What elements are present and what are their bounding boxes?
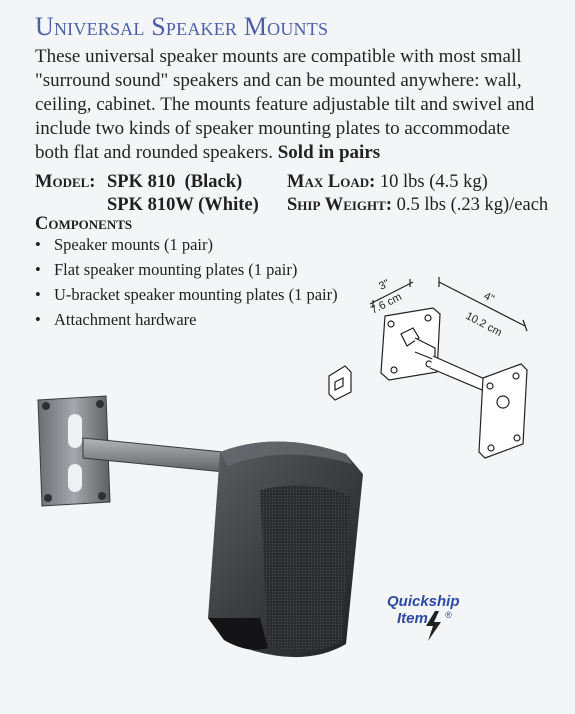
ship-weight-label: Ship Weight: (287, 195, 392, 215)
item-text: Item (397, 610, 428, 627)
list-item: • Flat speaker mounting plates (1 pair) (35, 260, 298, 279)
dim-width-in: 3" (377, 277, 392, 293)
components-list (35, 232, 338, 332)
list-item: • Attachment hardware (35, 310, 197, 329)
max-load-label: Max Load: (287, 172, 376, 192)
model-label: Model: (35, 172, 96, 192)
quickship-text: Quickship (387, 593, 460, 610)
page-title: Universal Speaker Mounts (35, 12, 329, 41)
lightning-bolt-icon (423, 611, 443, 641)
max-load-value: 10 lbs (4.5 kg) (379, 172, 488, 192)
dim-length-in: 4" (481, 290, 497, 306)
spec-row-white (35, 195, 548, 216)
spec-row-black (35, 172, 488, 193)
speaker-mount-photo (28, 392, 373, 692)
components-heading: Components (35, 214, 133, 234)
model-black: SPK 810 (Black) (107, 172, 243, 192)
registered-mark: ® (445, 610, 452, 620)
dim-length-cm: 10.2 cm (463, 310, 504, 340)
list-item: • U-bracket speaker mounting plates (1 pair) (35, 285, 338, 304)
sold-in-pairs: Sold in pairs (277, 142, 381, 163)
quickship-badge (387, 593, 479, 648)
intro-paragraph (35, 45, 545, 165)
intro-text: These universal speaker mounts are compatible with most small "surround sound" speakers and can be mounted anywhere: wall, ceiling, cabinet. The mounts feature adjustable tilt and swivel and include two kinds of speaker mounting plates to accommodate both flat and rounded speakers. (35, 46, 535, 163)
model-white: SPK 810W (White) (107, 195, 259, 215)
list-item: • Speaker mounts (1 pair) (35, 235, 213, 254)
dim-width-cm: 7.6 cm (368, 290, 404, 317)
ship-weight-value: 0.5 lbs (.23 kg)/each (396, 195, 549, 215)
